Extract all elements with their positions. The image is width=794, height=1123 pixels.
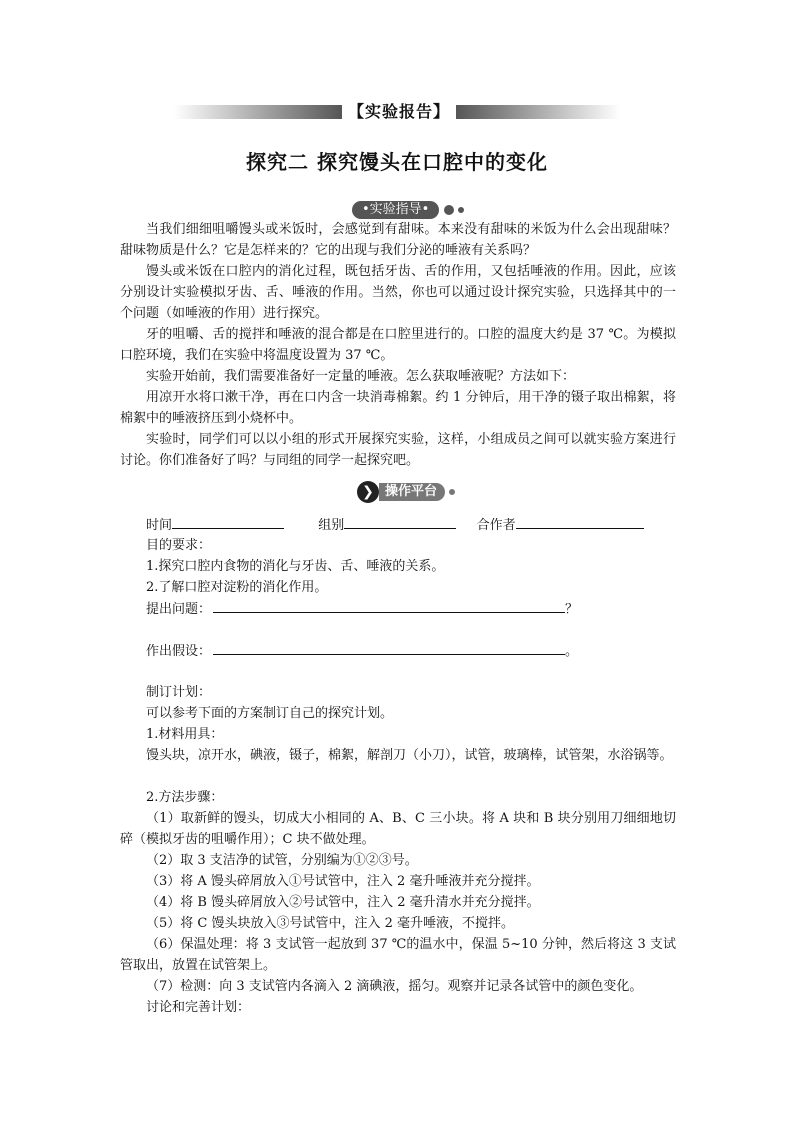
- hypothesis-line: [146, 640, 578, 662]
- question-end: ？: [565, 602, 579, 617]
- materials-list: 馒头块，凉开水，碘液，镊子，棉絮，解剖刀（小刀），试管，玻璃棒，试管架，水浴锅等。: [146, 748, 673, 763]
- step-3: （3）将 A 馒头碎屑放入①号试管中，注入 2 毫升唾液并充分搅拌。: [146, 874, 540, 889]
- step-4: （4）将 B 馒头碎屑放入②号试管中，注入 2 毫升清水并充分搅拌。: [146, 895, 540, 910]
- goal-title: 目的要求：: [146, 538, 212, 553]
- section-tag-guide-label: •实验指导•: [352, 201, 439, 219]
- dot-icon: [449, 489, 455, 495]
- question-label: 提出问题：: [146, 602, 212, 617]
- section-tag-platform-label: 操作平台: [379, 483, 445, 501]
- guide-paragraph-3: 牙的咀嚼、舌的搅拌和唾液的混合都是在口腔里进行的。口腔的温度大约是 37 ℃。为模拟口腔环境，我们在实验中将温度设置为 37 ℃。: [120, 327, 676, 363]
- step-5: （5）将 C 馒头块放入③号试管中，注入 2 毫升唾液，不搅拌。: [146, 916, 515, 931]
- hypothesis-label: 作出假设：: [146, 644, 212, 659]
- guide-paragraph-1: 当我们细细咀嚼馒头或米饭时，会感觉到有甜味。本来没有甜味的米饭为什么会出现甜味？甜味物质是什么？它是怎样来的？它的出现与我们分泌的唾液有关系吗？: [120, 222, 676, 258]
- question-line: [146, 598, 578, 620]
- step-2: （2）取 3 支洁净的试管，分别编为①②③号。: [146, 853, 418, 868]
- guide-paragraph-2: 馒头或米饭在口腔内的消化过程，既包括牙齿、舌的作用，又包括唾液的作用。因此，应该分别设计实验模拟牙齿、舌、唾液的作用。当然，你也可以通过设计探究实验，只选择其中的一个问题（如唾液的作用）进行探究。: [120, 264, 676, 321]
- materials-title: 1.材料用具：: [146, 727, 224, 742]
- report-banner: [174, 101, 620, 123]
- discussion-title: 讨论和完善计划：: [146, 1000, 251, 1015]
- partner-label: 合作者: [476, 518, 516, 533]
- group-label: 组别: [318, 518, 345, 533]
- step-1: （1）取新鲜的馒头，切成大小相同的 A、B、C 三小块。将 A 块和 B 块分别用刀细细地切碎（模拟牙齿的咀嚼作用）；C 块不做处理。: [120, 811, 676, 847]
- step-6: （6）保温处理：将 3 支试管一起放到 37 ℃的温水中，保温 5~10 分钟，然后将这 3 支试管取出，放置在试管架上。: [120, 937, 676, 973]
- group-blank[interactable]: [344, 514, 456, 529]
- banner-label: 【实验报告】: [347, 102, 450, 121]
- time-blank[interactable]: [172, 514, 284, 529]
- banner-right-rule: [456, 105, 620, 119]
- banner-left-rule: [174, 105, 342, 119]
- section-tag-platform: [357, 481, 455, 503]
- page-title: 探究二 探究馒头在口腔中的变化: [246, 150, 548, 174]
- partner-blank[interactable]: [516, 514, 644, 529]
- hypothesis-blank[interactable]: [213, 640, 565, 655]
- dot-icon: [444, 205, 454, 215]
- step-7: （7）检测：向 3 支试管内各滴入 2 滴碘液，摇匀。观察并记录各试管中的颜色变化。: [146, 979, 643, 994]
- goal-item-2: 2.了解口腔对淀粉的消化作用。: [146, 580, 328, 595]
- question-blank[interactable]: [213, 598, 565, 613]
- steps-title: 2.方法步骤：: [146, 790, 224, 805]
- hypothesis-end: 。: [565, 644, 579, 659]
- plan-title: 制订计划：: [146, 685, 212, 700]
- info-fields-row: [146, 514, 644, 536]
- dot-icon: [458, 207, 464, 213]
- time-label: 时间: [146, 518, 173, 533]
- guide-paragraph-4: 实验开始前，我们需要准备好一定量的唾液。怎么获取唾液呢？方法如下：: [146, 369, 576, 384]
- guide-paragraph-6: 实验时，同学们可以以小组的形式开展探究实验，这样，小组成员之间可以就实验方案进行讨论。你们准备好了吗？与同组的同学一起探究吧。: [120, 432, 676, 468]
- plan-intro: 可以参考下面的方案制订自己的探究计划。: [146, 706, 394, 721]
- guide-paragraph-5: 用凉开水将口漱干净，再在口内含一块消毒棉絮。约 1 分钟后，用干净的镊子取出棉絮，将棉絮中的唾液挤压到小烧杯中。: [120, 390, 676, 426]
- section-tag-guide: [352, 201, 464, 219]
- goal-item-1: 1.探究口腔内食物的消化与牙齿、舌、唾液的关系。: [146, 559, 445, 574]
- chevron-right-icon: ❯: [357, 481, 379, 503]
